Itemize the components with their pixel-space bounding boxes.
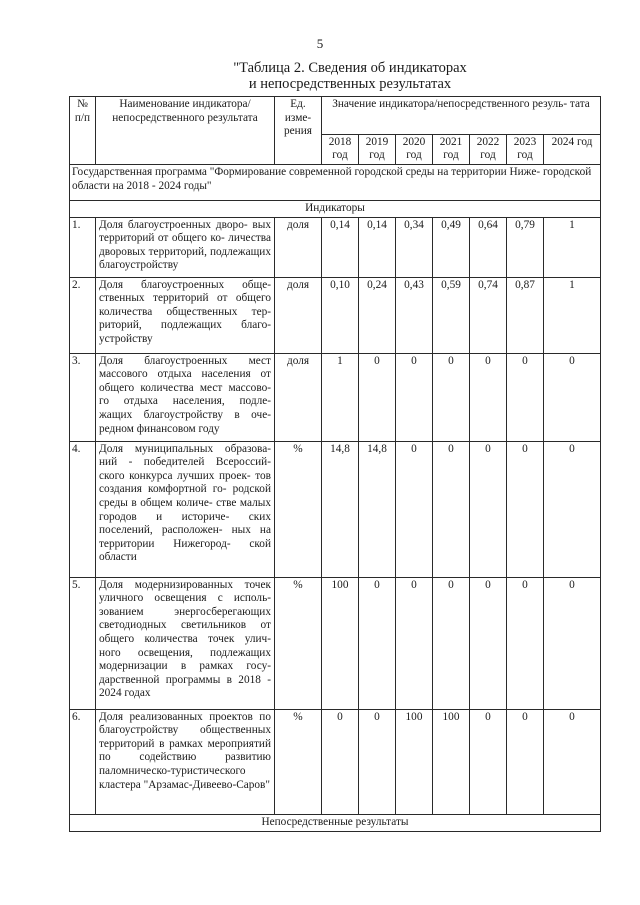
row-value-2021: 0 [433, 441, 470, 577]
row-num: 5. [70, 577, 96, 709]
indicators-table [69, 96, 601, 832]
row-value-2023: 0,79 [507, 217, 544, 277]
table-row [70, 441, 601, 577]
header-name: Наименование индикатора/ непосредственного результата [96, 97, 275, 165]
row-value-2021: 100 [433, 709, 470, 814]
row-value-2024: 0 [544, 709, 601, 814]
header-year-2021: 2021 год [433, 135, 470, 165]
row-value-2021: 0 [433, 577, 470, 709]
row-value-2021: 0,59 [433, 277, 470, 353]
row-value-2023: 0,87 [507, 277, 544, 353]
page-number: 5 [316, 36, 324, 51]
row-value-2018: 0 [322, 709, 359, 814]
row-unit: доля [275, 217, 322, 277]
header-value-group: Значение индикатора/непосредственного резуль- тата [322, 97, 601, 135]
row-value-2018: 0,14 [322, 217, 359, 277]
row-value-2018: 0,10 [322, 277, 359, 353]
row-value-2018: 100 [322, 577, 359, 709]
row-value-2023: 0 [507, 709, 544, 814]
table-row [70, 217, 601, 277]
row-value-2024: 0 [544, 353, 601, 441]
section-results: Непосредственные результаты [70, 814, 601, 831]
row-name: Доля реализованных проектов по благоустройству общественных территорий в рамках мероприятий по содействию развитию паломническо-туристического кластера "Арзамас-Дивеево-Саров" [96, 709, 275, 814]
row-value-2018: 1 [322, 353, 359, 441]
row-value-2023: 0 [507, 577, 544, 709]
row-value-2019: 14,8 [359, 441, 396, 577]
row-value-2022: 0 [470, 709, 507, 814]
row-value-2024: 1 [544, 217, 601, 277]
row-value-2022: 0,74 [470, 277, 507, 353]
header-year-2019: 2019 год [359, 135, 396, 165]
row-value-2019: 0,14 [359, 217, 396, 277]
row-value-2022: 0 [470, 577, 507, 709]
header-year-2022: 2022 год [470, 135, 507, 165]
row-value-2018: 14,8 [322, 441, 359, 577]
row-value-2023: 0 [507, 441, 544, 577]
row-unit: % [275, 441, 322, 577]
row-value-2019: 0 [359, 709, 396, 814]
row-unit: % [275, 709, 322, 814]
program-title: Государственная программа "Формирование современной городской среды на территории Ниже- городской области на 2018 - 2024 годы" [70, 165, 601, 201]
row-unit: доля [275, 277, 322, 353]
row-value-2024: 0 [544, 441, 601, 577]
row-value-2020: 0,43 [396, 277, 433, 353]
row-name: Доля модернизированных точек уличного освещения с исполь- зованием энергосберегающих светодиодных светильников от общего количества точек улич- ного освещения, подлежащих модернизации в рамках госу- дарственной программы в 2018 - 2024 годах [96, 577, 275, 709]
header-year-2023: 2023 год [507, 135, 544, 165]
row-value-2021: 0,49 [433, 217, 470, 277]
table-title-line-2: и непосредственных результатах [248, 76, 452, 92]
row-value-2022: 0,64 [470, 217, 507, 277]
row-value-2019: 0,24 [359, 277, 396, 353]
row-unit: % [275, 577, 322, 709]
row-value-2020: 0 [396, 441, 433, 577]
row-value-2020: 0,34 [396, 217, 433, 277]
table-row [70, 353, 601, 441]
header-year-2018: 2018 год [322, 135, 359, 165]
header-year-2020: 2020 год [396, 135, 433, 165]
table-title [150, 60, 550, 92]
row-value-2022: 0 [470, 441, 507, 577]
header-num: № п/п [70, 97, 96, 165]
section-indicators: Индикаторы [70, 201, 601, 218]
row-num: 6. [70, 709, 96, 814]
row-value-2020: 0 [396, 353, 433, 441]
row-name: Доля благоустроенных дворо- вых территорий от общего ко- личества дворовых территорий, подлежащих благоустройству [96, 217, 275, 277]
row-value-2022: 0 [470, 353, 507, 441]
row-num: 3. [70, 353, 96, 441]
row-value-2024: 1 [544, 277, 601, 353]
table-title-line-1: "Таблица 2. Сведения об индикаторах [233, 60, 467, 76]
table-row [70, 709, 601, 814]
row-value-2020: 100 [396, 709, 433, 814]
row-name: Доля благоустроенных мест массового отдыха населения от общего количества мест массово- го отдыха населения, подле- жащих благоустройству в оче- редном финансовом году [96, 353, 275, 441]
row-name: Доля муниципальных образова- ний - победителей Всероссий- ского конкурса лучших проек- тов создания комфортной го- родской среды в общем количе- стве малых городов и историче- ских поселений, расположен- ных на территории Нижегород- ской области [96, 441, 275, 577]
row-num: 2. [70, 277, 96, 353]
row-value-2024: 0 [544, 577, 601, 709]
row-value-2021: 0 [433, 353, 470, 441]
header-unit: Ед. изме- рения [275, 97, 322, 165]
table-row [70, 277, 601, 353]
row-name: Доля благоустроенных обще- ственных территорий от общего количества общественных тер- риторий, подлежащих благо- устройству [96, 277, 275, 353]
table-row [70, 577, 601, 709]
row-num: 1. [70, 217, 96, 277]
row-value-2020: 0 [396, 577, 433, 709]
row-value-2023: 0 [507, 353, 544, 441]
row-unit: доля [275, 353, 322, 441]
row-num: 4. [70, 441, 96, 577]
header-year-2024: 2024 год [544, 135, 601, 165]
row-value-2019: 0 [359, 577, 396, 709]
row-value-2019: 0 [359, 353, 396, 441]
